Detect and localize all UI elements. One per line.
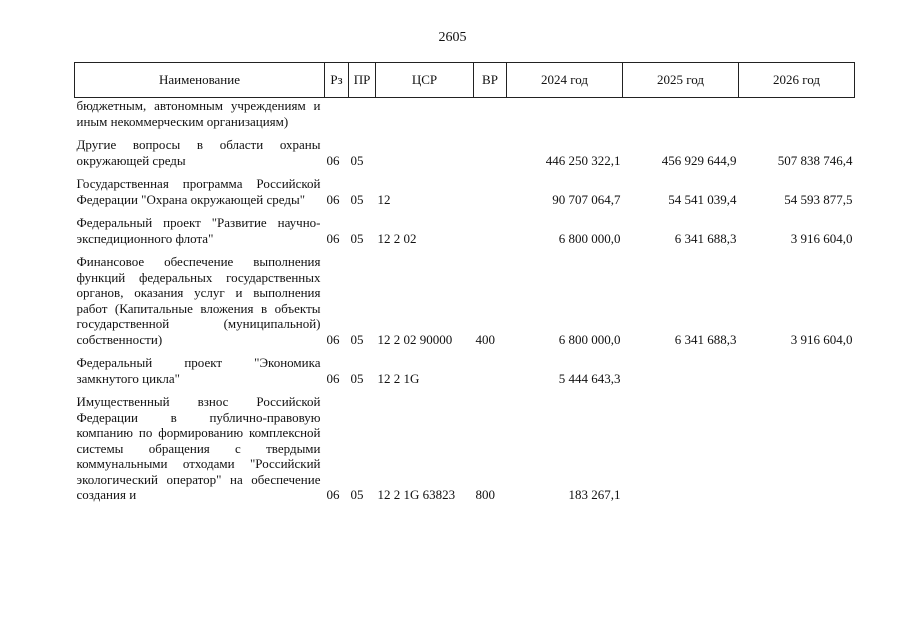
row-2026: 3 916 604,0 [790,230,853,246]
table-body [75,98,855,503]
row-pr: 05 [350,230,364,246]
row-2024: 6 800 000,0 [558,230,621,246]
row-2024: 6 800 000,0 [558,331,621,347]
row-vr [474,168,507,207]
row-csr: 12 2 02 90000 [377,331,453,347]
table-row [75,246,855,347]
row-rz: 06 [326,487,340,502]
row-name: Государственная программа Российской Федерации "Охрана окружающей среды" [76,176,321,207]
row-2024: 5 444 643,3 [558,370,621,386]
row-2024: 90 707 064,7 [552,191,621,207]
row-2026: 54 593 877,5 [784,191,853,207]
header-2026: 2026 год [739,63,855,98]
row-csr: 12 2 1G 63823 [377,487,456,502]
row-pr: 05 [350,487,364,502]
table-row [75,168,855,207]
row-2025 [623,386,739,503]
row-rz: 06 [326,370,340,386]
header-vr: ВР [474,63,507,98]
budget-table [74,62,855,503]
row-csr: 12 2 1G [377,370,420,386]
row-2026 [739,386,855,503]
row-2025 [623,347,739,386]
row-vr [474,129,507,168]
row-csr: 12 [377,191,391,207]
table-row [75,386,855,503]
row-vr [474,98,507,130]
row-rz: 06 [326,191,340,207]
row-csr [376,129,474,168]
row-name: Федеральный проект "Развитие научно-экспедиционного флота" [76,215,321,246]
row-name: Имущественный взнос Российской Федерации в публично-правовую компанию по формированию комплексной системы обращения с твердыми коммунальными отходами "Российский экологический оператор" на обеспечение создания и [76,394,321,502]
row-vr: 400 [475,331,495,347]
row-pr: 05 [350,152,364,168]
row-pr [349,98,376,130]
row-2025: 54 541 039,4 [668,191,737,207]
row-2026: 3 916 604,0 [790,331,853,347]
table-row [75,347,855,386]
header-name: Наименование [75,63,325,98]
row-name: Федеральный проект "Экономика замкнутого цикла" [76,355,321,386]
row-pr: 05 [350,191,364,207]
page-number: 2605 [438,30,467,45]
row-2025: 456 929 644,9 [661,152,737,168]
header-rz: Рз [325,63,349,98]
row-pr: 05 [350,370,364,386]
row-rz: 06 [326,152,340,168]
table-row [75,129,855,168]
row-2024 [507,98,623,130]
row-2025 [623,98,739,130]
row-csr [376,98,474,130]
header-row [75,63,855,98]
row-2025: 6 341 688,3 [674,230,737,246]
row-pr: 05 [350,331,364,347]
header-2025: 2025 год [623,63,739,98]
row-vr [474,347,507,386]
row-name: Другие вопросы в области охраны окружающей среды [76,137,321,168]
row-vr: 800 [475,487,495,502]
row-vr [474,207,507,246]
row-2024: 446 250 322,1 [545,152,621,168]
row-2025: 6 341 688,3 [674,331,737,347]
row-2026 [739,347,855,386]
row-name: Финансовое обеспечение выполнения функций федеральных государственных органов, оказания услуг и выполнения работ (Капитальные вложения в объекты государственной (муниципальной) собственности) [76,254,321,347]
table-row [75,98,855,130]
table-row [75,207,855,246]
table-header [75,63,855,98]
row-rz: 06 [326,331,340,347]
row-name: бюджетным, автономным учреждениям и иным некоммерческим организациям) [76,98,321,129]
row-rz [325,98,349,130]
header-2024: 2024 год [507,63,623,98]
row-2026: 507 838 746,4 [777,152,853,168]
row-2024: 183 267,1 [568,487,621,502]
header-pr: ПР [349,63,376,98]
row-2026 [739,98,855,130]
row-csr: 12 2 02 [377,230,417,246]
row-rz: 06 [326,230,340,246]
header-csr: ЦСР [376,63,474,98]
